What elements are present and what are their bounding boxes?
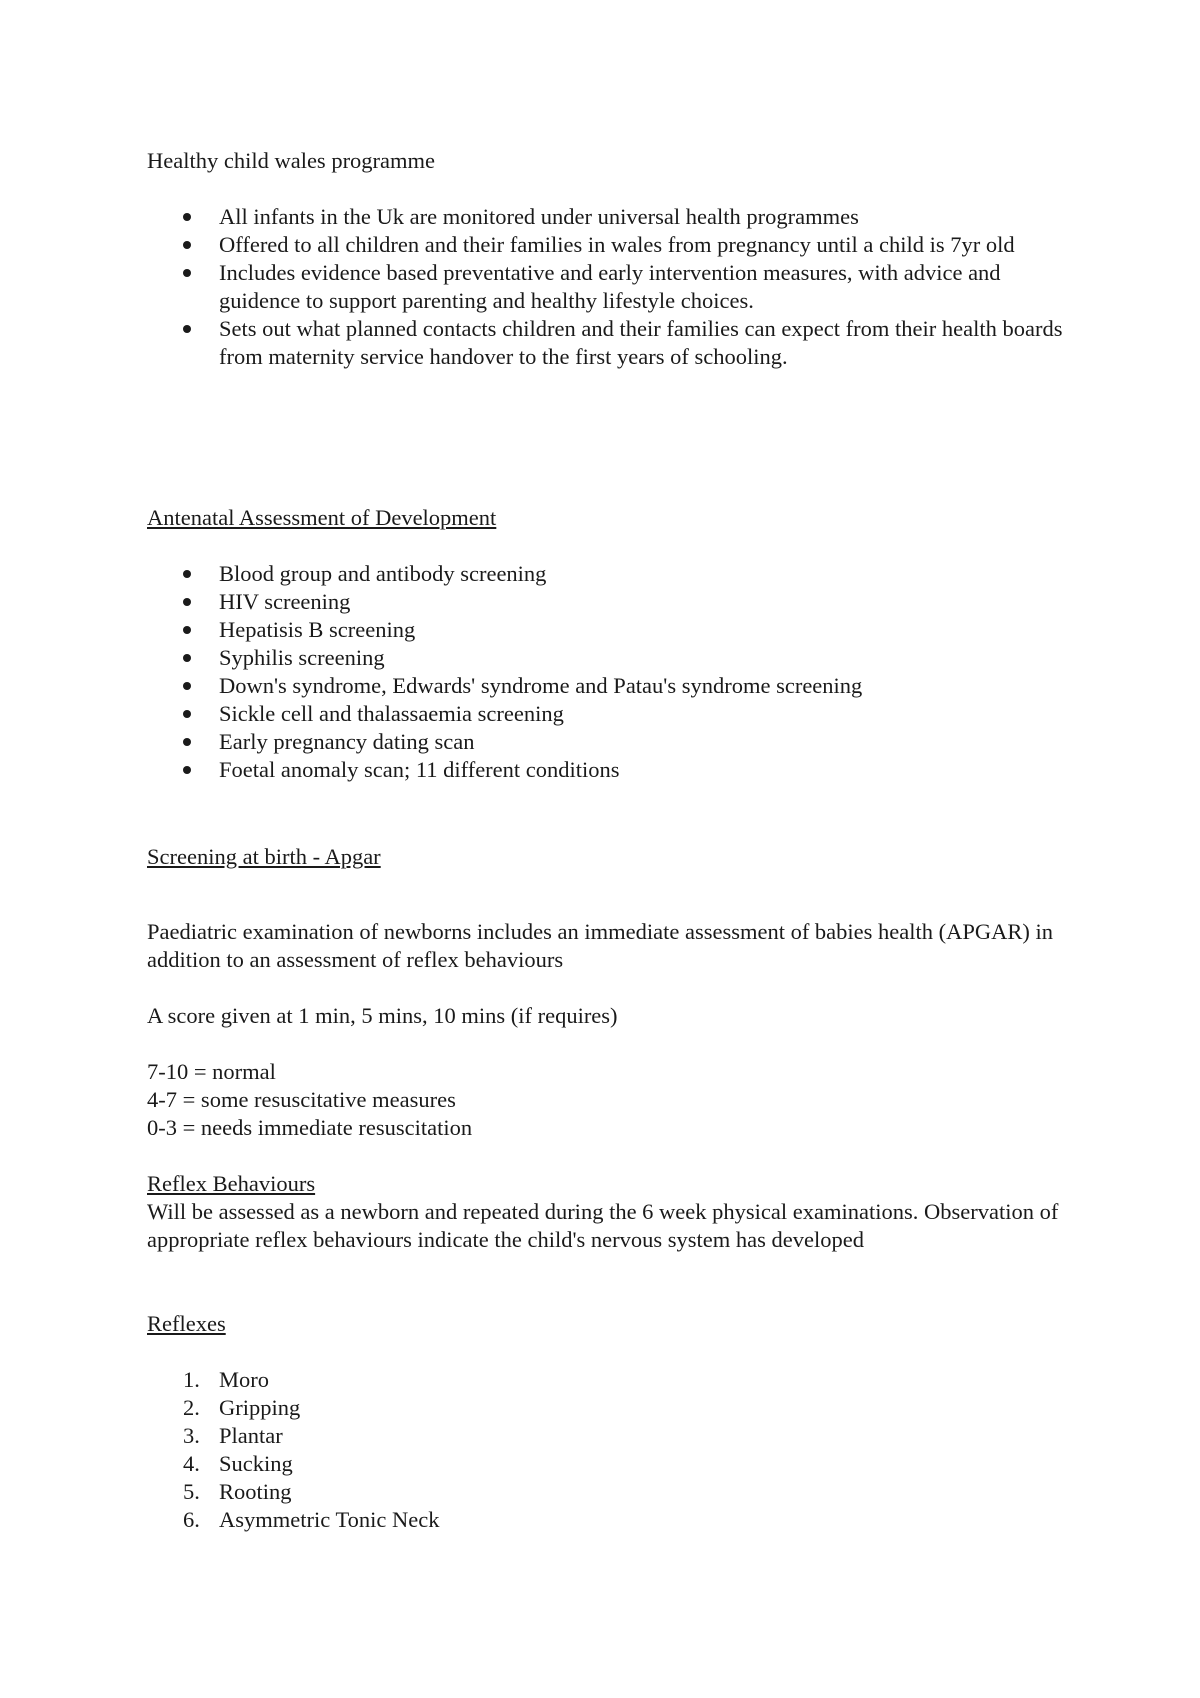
reflexes-heading: Reflexes (147, 1311, 226, 1336)
score-some-measures: 4-7 = some resuscitative measures (147, 1087, 456, 1112)
list-item: 4. Sucking (183, 1451, 293, 1476)
list-item: Foetal anomaly scan; 11 different conditions (147, 756, 1077, 784)
screening-bullet-list (147, 560, 1077, 784)
programme-bullet-list (147, 203, 1077, 371)
list-item: Offered to all children and their families in wales from pregnancy until a child is 7yr old (147, 231, 1077, 259)
bullet-icon (183, 766, 191, 774)
list-item: Sickle cell and thalassaemia screening (147, 700, 1077, 728)
bullet-icon (183, 626, 191, 634)
list-item: Sets out what planned contacts children and their families can expect from their health boards from maternity service handover to the first years of schooling. (147, 315, 1077, 371)
bullet-icon (183, 710, 191, 718)
bullet-icon (183, 682, 191, 690)
list-item: 6. Asymmetric Tonic Neck (183, 1507, 440, 1532)
bullet-icon (183, 598, 191, 606)
bullet-icon (183, 654, 191, 662)
score-normal: 7-10 = normal (147, 1059, 276, 1084)
list-item: HIV screening (147, 588, 1077, 616)
list-item: Hepatisis B screening (147, 616, 1077, 644)
list-item: Includes evidence based preventative and early intervention measures, with advice and guidence to support parenting and healthy lifestyle choices. (147, 259, 1077, 315)
list-item: 3. Plantar (183, 1423, 283, 1448)
bullet-icon (183, 325, 191, 333)
list-item: 5. Rooting (183, 1479, 292, 1504)
section-title: Healthy child wales programme (147, 148, 436, 173)
list-item: Blood group and antibody screening (147, 560, 1077, 588)
bullet-icon (183, 213, 191, 221)
reflex-behaviours-heading: Reflex Behaviours (147, 1171, 316, 1196)
bullet-icon (183, 570, 191, 578)
list-item: Down's syndrome, Edwards' syndrome and Patau's syndrome screening (147, 672, 1077, 700)
list-item: Early pregnancy dating scan (147, 728, 1077, 756)
reflexes-list (147, 1366, 1077, 1534)
score-note: A score given at 1 min, 5 mins, 10 mins (if requires) (147, 1003, 618, 1028)
bullet-icon (183, 738, 191, 746)
apgar-paragraph: Paediatric examination of newborns includes an immediate assessment of babies health (APGAR) in addition to an assessment of reflex behaviours (147, 919, 1054, 972)
bullet-icon (183, 241, 191, 249)
score-immediate: 0-3 = needs immediate resuscitation (147, 1115, 473, 1140)
list-item: All infants in the Uk are monitored under universal health programmes (147, 203, 1077, 231)
list-item: Syphilis screening (147, 644, 1077, 672)
antenatal-heading: Antenatal Assessment of Development (147, 505, 497, 530)
list-item: 1. Moro (183, 1367, 269, 1392)
list-item: 2. Gripping (183, 1395, 301, 1420)
bullet-icon (183, 269, 191, 277)
apgar-heading: Screening at birth - Apgar (147, 844, 381, 869)
reflex-behaviours-paragraph: Will be assessed as a newborn and repeated during the 6 week physical examinations. Observation of appropriate reflex behaviours indicate the child's nervous system has developed (147, 1199, 1059, 1252)
